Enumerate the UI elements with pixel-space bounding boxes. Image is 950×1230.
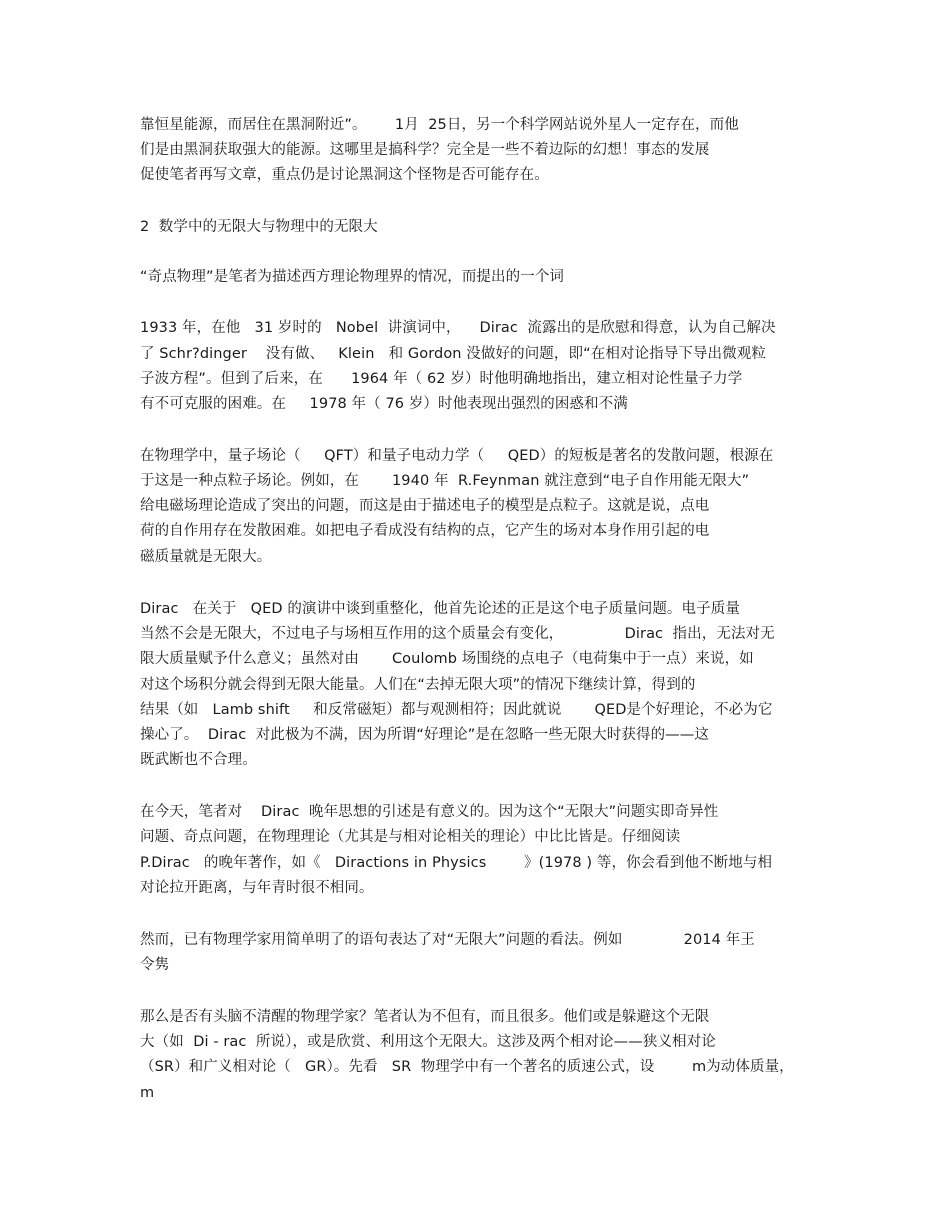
text-line: （SR）和广义相对论（ GR）。先看 SR 物理学中有一个著名的质速公式，设 m为动体质量，	[140, 1059, 794, 1075]
text-line: 了 Schr?dinger 没有做、 Klein 和 Gordon 没做好的问题，即“在相对论指导下导出微观粒	[140, 346, 766, 362]
text-line: 磁质量就是无限大。	[140, 549, 272, 565]
text-line: 限大质量赋予什么意义；虽然对由 Coulomb 场围绕的点电子（电荷集中于一点）来说，如	[140, 651, 754, 667]
text-line: 当然不会是无限大，不过电子与场相互作用的这个质量会有变化， Dirac 指出，无法对无	[140, 626, 775, 642]
text-line: 然而，已有物理学家用简单明了的语句表达了对“无限大”问题的看法。例如 2014 年王	[140, 932, 755, 948]
text-line: 子波方程”。但到了后来，在 1964 年（ 62 岁）时他明确地指出，建立相对论性量子力学	[140, 371, 743, 387]
text-line: 在今天，笔者对 Dirac 晚年思想的引述是有意义的。因为这个“无限大”问题实即奇异性	[140, 804, 719, 820]
text-line: 有不可克服的困难。在 1978 年（ 76 岁）时他表现出强烈的困惑和不满	[140, 396, 628, 412]
text-line: 结果（如 Lamb shift 和反常磁矩）都与观测相符；因此就说 QED是个好理论，不必为它	[140, 702, 773, 718]
text-line: 令隽	[140, 957, 170, 973]
text-line: 大（如 Di - rac 所说），或是欣赏、利用这个无限大。这涉及两个相对论——狭义相对论	[140, 1034, 716, 1050]
text-line: 1933 年，在他 31 岁时的 Nobel 讲演词中， Dirac 流露出的是欣慰和得意，认为自己解决	[140, 320, 776, 336]
text-line: 给电磁场理论造成了突出的问题，而这是由于描述电子的模型是点粒子。这就是说，点电	[140, 498, 710, 514]
text-line: 操心了。 Dirac 对此极为不满，因为所谓“好理论”是在忽略一些无限大时获得的——这	[140, 727, 709, 743]
text-line: 促使笔者再写文章，重点仍是讨论黑洞这个怪物是否可能存在。	[140, 167, 549, 183]
text-line: m	[140, 1085, 155, 1101]
text-line: 问题、奇点问题，在物理理论（尤其是与相对论相关的理论）中比比皆是。仔细阅读	[140, 829, 681, 845]
text-line: Dirac 在关于 QED 的演讲中谈到重整化，他首先论述的正是这个电子质量问题。电子质量	[140, 601, 740, 617]
text-line: 那么是否有头脑不清醒的物理学家？笔者认为不但有，而且很多。他们或是躲避这个无限	[140, 1009, 710, 1025]
section-heading: 2 数学中的无限大与物理中的无限大	[140, 219, 378, 235]
text-line: 靠恒星能源，而居住在黑洞附近”。 1月 25日，另一个科学网站说外星人一定存在，而他	[140, 117, 739, 133]
text-line: “奇点物理”是笔者为描述西方理论物理界的情况，而提出的一个词	[140, 269, 565, 285]
text-line: 们是由黑洞获取强大的能源。这哪里是搞科学？完全是一些不着边际的幻想！事态的发展	[140, 142, 710, 158]
text-line: 既武断也不合理。	[140, 752, 257, 768]
text-line: P.Dirac 的晚年著作，如《 Diractions in Physics 》(1978 ) 等，你会看到他不断地与相	[140, 855, 773, 871]
text-line: 在物理学中，量子场论（ QFT）和量子电动力学（ QED）的短板是著名的发散问题，根源在	[140, 448, 774, 464]
text-line: 对论拉开距离，与年青时很不相同。	[140, 880, 374, 896]
text-line: 于这是一种点粒子场论。例如，在 1940 年 R.Feynman 就注意到“电子自作用能无限大”	[140, 473, 750, 489]
text-line: 对这个场积分就会得到无限大能量。人们在“去掉无限大项”的情况下继续计算，得到的	[140, 677, 696, 693]
text-line: 荷的自作用存在发散困难。如把电子看成没有结构的点，它产生的场对本身作用引起的电	[140, 523, 710, 539]
